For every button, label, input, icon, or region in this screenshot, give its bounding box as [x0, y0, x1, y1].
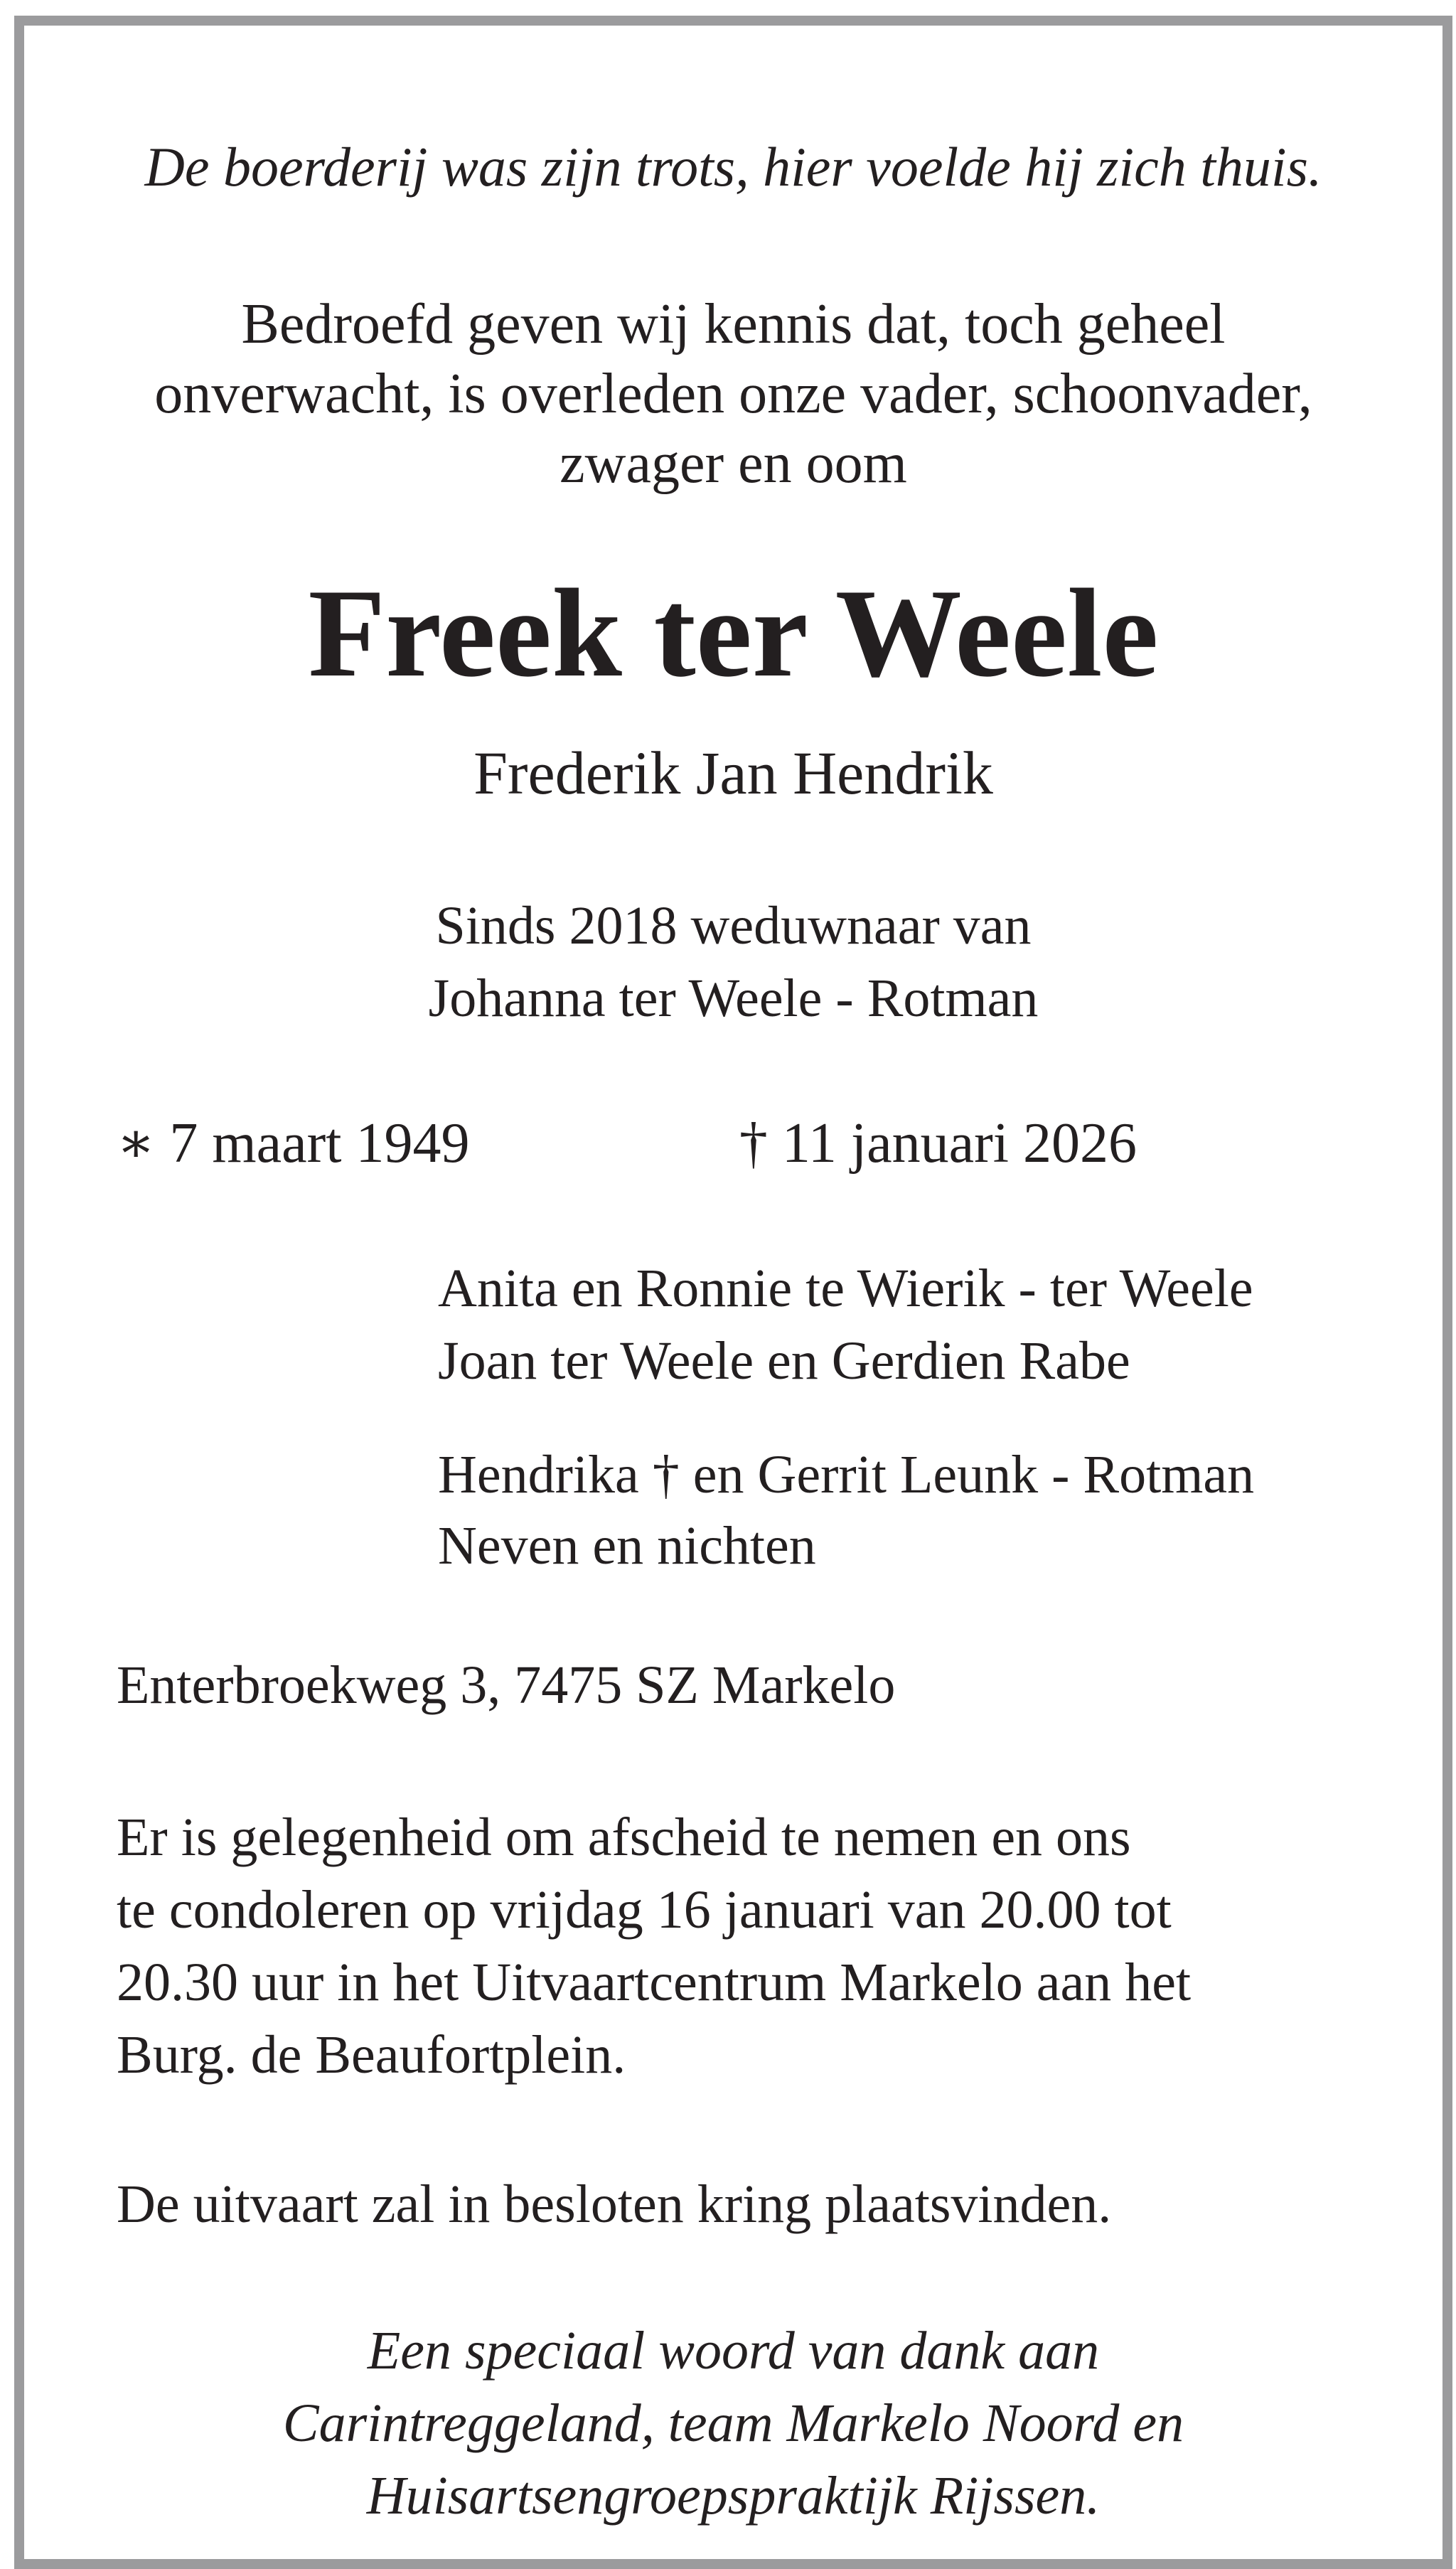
condolence-line-4: Burg. de Beaufortplein.	[117, 2025, 626, 2085]
condolence-line-1: Er is gelegenheid om afscheid te nemen en ons	[117, 1807, 1131, 1867]
widower-line-2: Johanna ter Weele - Rotman	[428, 968, 1039, 1028]
funeral-note: De uitvaart zal in besloten kring plaatsvinden.	[117, 2174, 1112, 2234]
intro-line-2: onverwacht, is overleden onze vader, schoonvader,	[154, 363, 1312, 425]
deceased-name: Freek ter Weele	[308, 562, 1159, 703]
thanks-line-3: Huisartsengroepspraktijk Rijssen.	[366, 2466, 1101, 2526]
birth-date: ∗ 7 maart 1949	[117, 1112, 470, 1175]
notice-frame	[14, 16, 1452, 2569]
intro-line-3: zwager en oom	[560, 432, 907, 495]
motto: De boerderij was zijn trots, hier voelde hij zich thuis.	[144, 136, 1322, 198]
thanks-line-1: Een speciaal woord van dank aan	[367, 2321, 1100, 2381]
widower-line-1: Sinds 2018 weduwnaar van	[435, 896, 1032, 956]
family-line-3: Hendrika † en Gerrit Leunk - Rotman	[438, 1445, 1255, 1505]
address: Enterbroekweg 3, 7475 SZ Markelo	[117, 1655, 896, 1715]
intro-line-1: Bedroefd geven wij kennis dat, toch geheel	[241, 293, 1226, 356]
death-date: † 11 januari 2026	[739, 1112, 1137, 1175]
condolence-line-3: 20.30 uur in het Uitvaartcentrum Markelo aan het	[117, 1953, 1192, 2012]
deceased-full-name: Frederik Jan Hendrik	[473, 739, 993, 807]
condolence-line-2: te condoleren op vrijdag 16 januari van 20.00 tot	[117, 1880, 1172, 1940]
family-line-4: Neven en nichten	[438, 1516, 816, 1576]
thanks-line-2: Carintreggeland, team Markelo Noord en	[282, 2393, 1184, 2453]
family-line-2: Joan ter Weele en Gerdien Rabe	[438, 1331, 1130, 1391]
family-line-1: Anita en Ronnie te Wierik - ter Weele	[438, 1259, 1253, 1318]
